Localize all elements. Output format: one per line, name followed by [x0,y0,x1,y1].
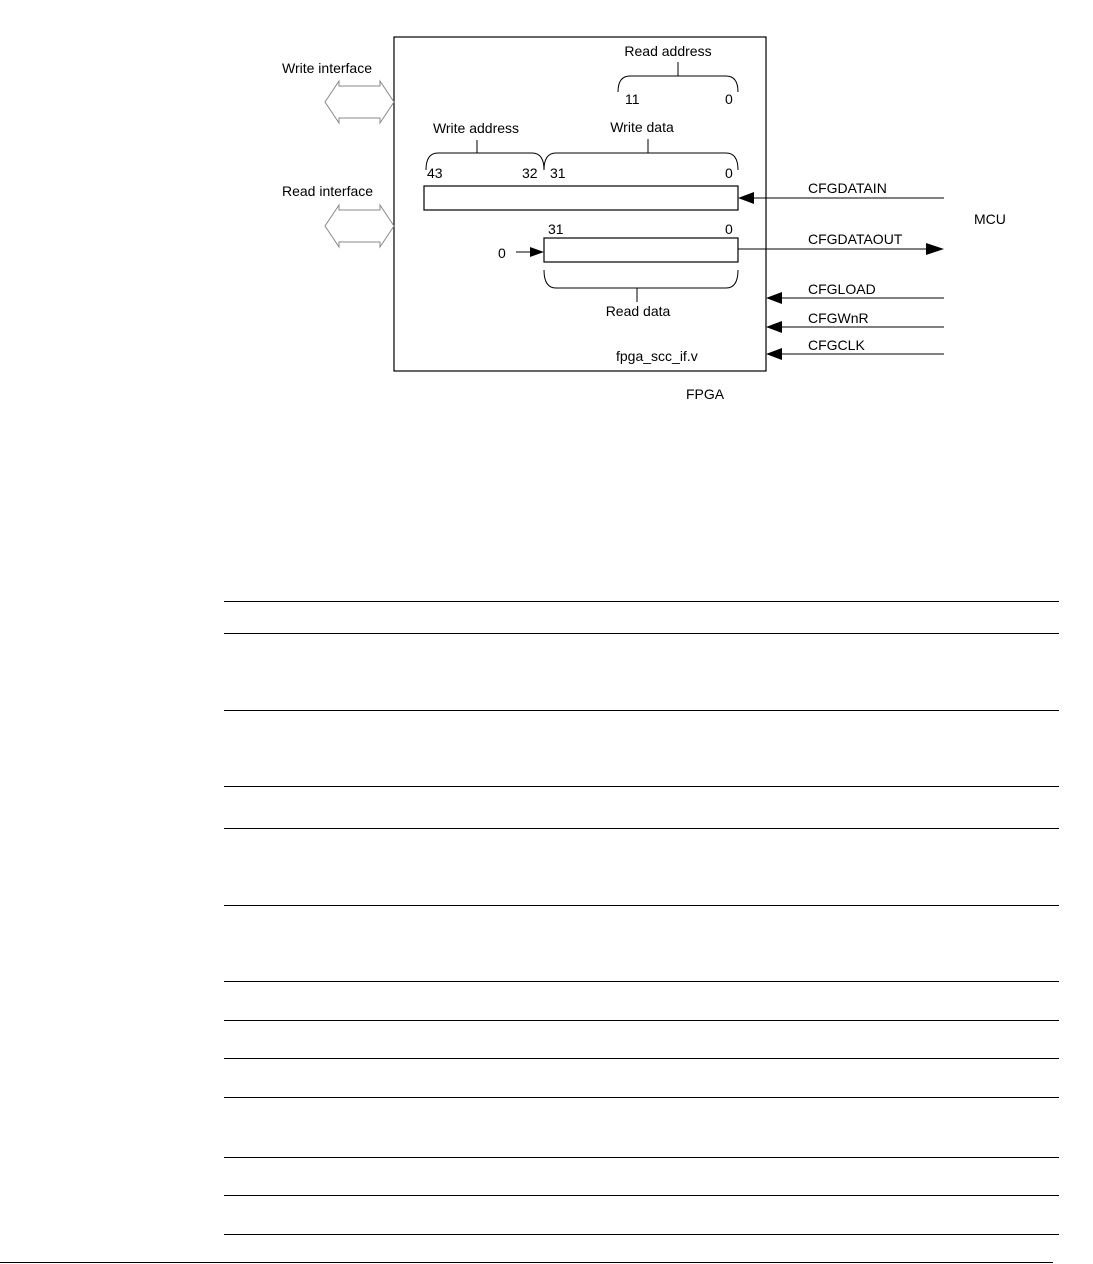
write-address-high-bit: 43 [427,165,443,181]
table-row-rule [224,786,1059,787]
write-data-high-bit: 31 [550,165,566,181]
table-top-rule [224,601,1059,602]
write-data-label: Write data [610,119,674,135]
write-interface-label: Write interface [282,60,372,76]
read-address-bracket [618,62,738,92]
table-row-rule [224,828,1059,829]
cfgwnr-label: CFGWnR [808,310,869,326]
read-data-high-bit: 31 [548,221,564,237]
table-row-rule [224,1058,1059,1059]
read-interface-label: Read interface [282,183,374,199]
cfgload-label: CFGLOAD [808,281,876,297]
table-row-rule [224,905,1059,906]
read-address-label: Read address [624,43,712,59]
read-address-low-bit: 0 [725,91,733,107]
cfgdatain-arrowhead-icon [738,192,754,204]
table-row-rule [224,981,1059,982]
table-row-rule [224,1097,1059,1098]
cfgdataout-arrowhead-icon [926,243,944,255]
page-bottom-rule [0,1262,1053,1263]
zero-input-arrowhead-icon [530,247,544,257]
mcu-label: MCU [974,211,1006,227]
write-interface-arrow-icon [325,81,394,123]
write-data-low-bit: 0 [725,165,733,181]
read-register [544,238,738,262]
fpga-mcu-interface-diagram [0,0,1093,420]
module-name-label: fpga_scc_if.v [616,348,698,364]
read-interface-arrow-icon [325,205,394,247]
table-row-rule [224,1157,1059,1158]
write-address-low-bit: 32 [522,165,538,181]
write-data-bracket [544,139,738,170]
zero-input-label: 0 [498,245,506,261]
cfgclk-arrowhead-icon [766,348,782,360]
cfgload-arrowhead-icon [766,292,782,304]
fpga-label: FPGA [686,386,725,402]
write-register [424,186,738,210]
read-data-label: Read data [605,303,671,319]
cfgdatain-label: CFGDATAIN [808,180,887,196]
write-address-label: Write address [432,120,520,136]
read-data-bracket [544,270,738,302]
cfgwnr-arrowhead-icon [766,321,782,333]
read-address-high-bit: 11 [625,91,640,107]
table-row-rule [224,710,1059,711]
cfgclk-label: CFGCLK [808,337,865,353]
table-bottom-rule [224,1234,1059,1235]
table-row-rule [224,1020,1059,1021]
read-data-low-bit: 0 [725,221,733,237]
cfgdataout-label: CFGDATAOUT [808,231,903,247]
fpga-module-box [394,37,766,371]
table-header-rule [224,633,1059,634]
table-row-rule [224,1195,1059,1196]
